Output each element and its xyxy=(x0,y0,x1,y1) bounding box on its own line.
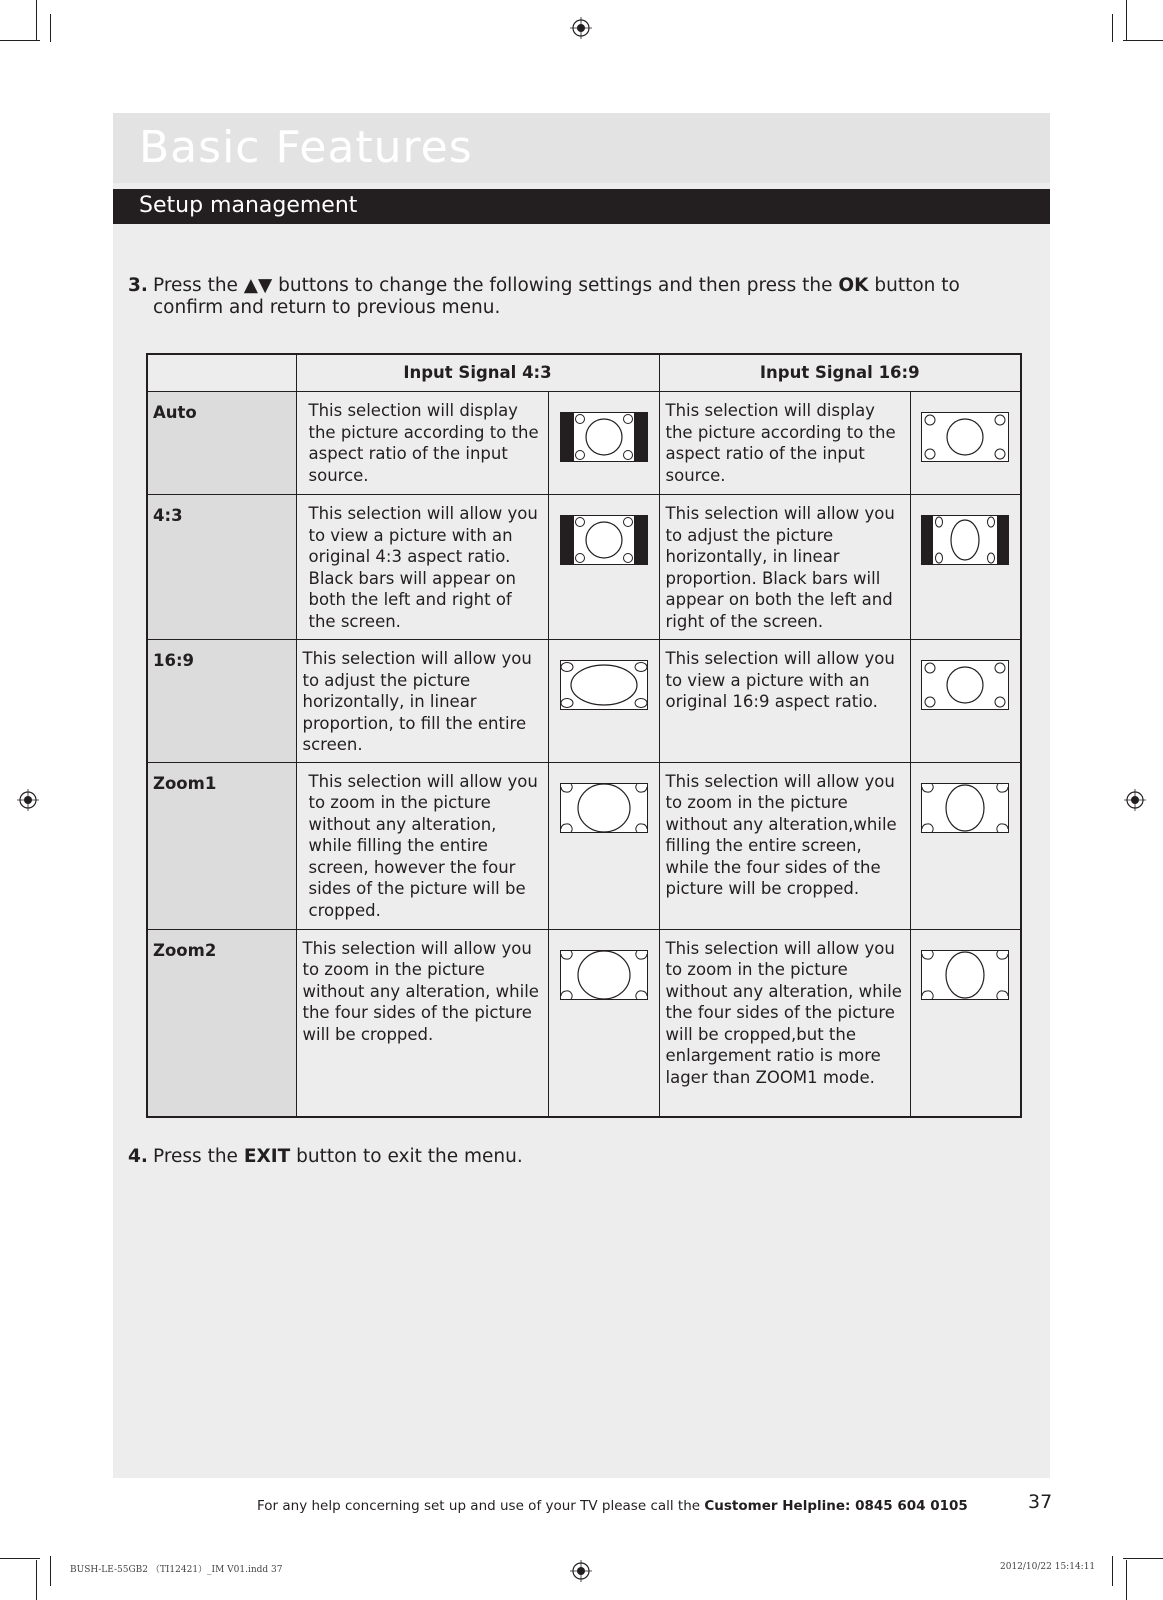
zoom-cropped-icon xyxy=(548,762,659,929)
step-4 xyxy=(128,1146,1033,1168)
step-3 xyxy=(128,275,1033,319)
table-row xyxy=(147,929,1021,1117)
zoom-cropped-tall-icon xyxy=(910,762,1021,929)
step-text: button to confirm and return to previous menu. xyxy=(153,275,960,318)
page-number: 37 xyxy=(1028,1491,1053,1513)
mode-label: Auto xyxy=(147,392,296,495)
pillarbox-narrow-ellipse-icon xyxy=(910,495,1021,640)
table-row xyxy=(147,762,1021,929)
table-header-row xyxy=(147,354,1021,392)
exit-button-label: EXIT xyxy=(243,1146,291,1167)
description-16-9: This selection will display the picture according to the aspect ratio of the input source. xyxy=(659,392,910,495)
description-16-9: This selection will allow you to zoom in the picture without any alteration, while the four sides of the picture will be cropped,but the enlargement ratio is more lager than ZOOM1 mode. xyxy=(659,929,910,1117)
mode-label: Zoom2 xyxy=(147,929,296,1117)
description-16-9: This selection will allow you to view a picture with an original 16:9 aspect ratio. xyxy=(659,640,910,763)
description-4-3: This selection will display the picture according to the aspect ratio of the input source. xyxy=(296,392,548,495)
print-slug-date: 2012/10/22 15:14:11 xyxy=(1000,1562,1096,1572)
description-4-3: This selection will allow you to view a picture with an original 4:3 aspect ratio. Black bars will appear on both the left and right of the screen. xyxy=(296,495,548,640)
description-16-9: This selection will allow you to adjust the picture horizontally, in linear proportion. Black bars will appear on both the left and right of the screen. xyxy=(659,495,910,640)
column-header-empty xyxy=(147,354,296,392)
widescreen-circle-icon xyxy=(910,392,1021,495)
table-row xyxy=(147,392,1021,495)
footer-help-text xyxy=(257,1498,968,1514)
section-title: Setup management xyxy=(139,193,358,218)
stretched-ellipse-icon xyxy=(548,640,659,763)
widescreen-circle-icon xyxy=(910,640,1021,763)
mode-label: 4:3 xyxy=(147,495,296,640)
description-4-3: This selection will allow you to adjust the picture horizontally, in linear proportion, to fill the entire screen. xyxy=(296,640,548,763)
customer-helpline: Customer Helpline: 0845 604 0105 xyxy=(704,1498,968,1514)
zoom-cropped-tall-icon xyxy=(910,929,1021,1117)
step-number: 4. xyxy=(128,1146,148,1167)
ok-button-label: OK xyxy=(838,275,869,296)
description-16-9: This selection will allow you to zoom in the picture without any alteration,while filling the entire screen, while the four sides of the picture will be cropped. xyxy=(659,762,910,929)
registration-mark-icon xyxy=(1124,789,1146,811)
picture-mode-table xyxy=(146,353,1022,1118)
table-row xyxy=(147,495,1021,640)
pillarbox-4x3-icon xyxy=(548,495,659,640)
step-text: Press the xyxy=(153,1146,244,1167)
description-4-3: This selection will allow you to zoom in the picture without any alteration, while filling the entire screen, however the four sides of the picture will be cropped. xyxy=(296,762,548,929)
description-4-3: This selection will allow you to zoom in the picture without any alteration, while the four sides of the picture will be cropped. xyxy=(296,929,548,1117)
registration-mark-icon xyxy=(570,1560,592,1582)
column-header-input-16-9: Input Signal 16:9 xyxy=(659,354,1021,392)
registration-mark-icon xyxy=(17,789,39,811)
step-text: button to exit the menu. xyxy=(290,1146,523,1167)
print-slug-file: BUSH-LE-55GB2 （TI12421）_IM V01.indd 37 xyxy=(70,1565,283,1575)
step-text: Press the ▲▼ buttons to change the following settings and then press the xyxy=(153,275,839,296)
column-header-input-4-3: Input Signal 4:3 xyxy=(296,354,659,392)
mode-label: Zoom1 xyxy=(147,762,296,929)
page-title: Basic Features xyxy=(139,122,473,173)
registration-mark-icon xyxy=(570,17,592,39)
zoom-cropped-icon xyxy=(548,929,659,1117)
mode-label: 16:9 xyxy=(147,640,296,763)
footer-text: For any help concerning set up and use of your TV please call the xyxy=(257,1498,705,1514)
table-row xyxy=(147,640,1021,763)
step-number: 3. xyxy=(128,275,148,296)
pillarbox-4x3-icon xyxy=(548,392,659,495)
